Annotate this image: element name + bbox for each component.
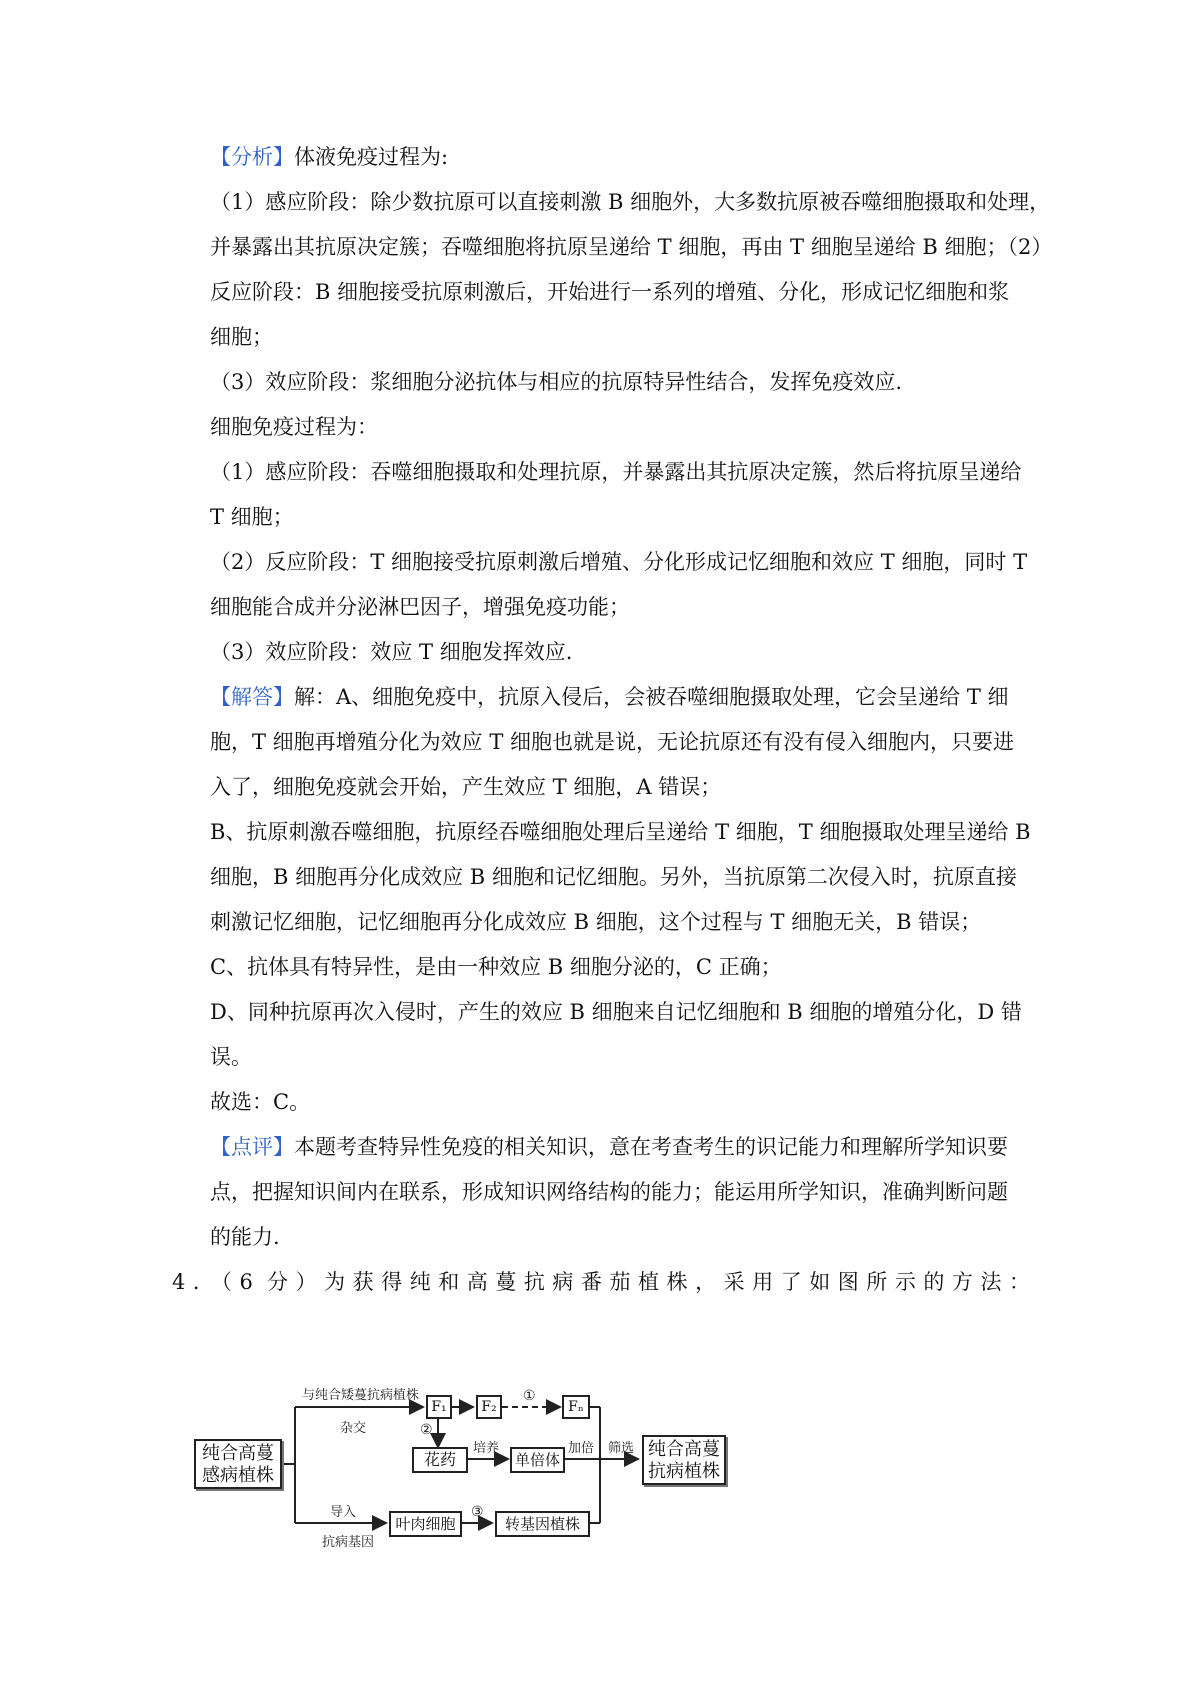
answer-line: 入了，细胞免疫就会开始，产生效应 T 细胞，A 错误； (210, 775, 722, 799)
analysis-line: （1）感应阶段：除少数抗原可以直接刺激 B 细胞外，大多数抗原被吞噬细胞摄取和处理， (210, 190, 1051, 214)
cross-label-2: 杂交 (340, 1421, 367, 1436)
anther-box: 花药 (412, 1447, 468, 1473)
analysis-line: （1）感应阶段：吞噬细胞摄取和处理抗原，并暴露出其抗原决定簇，然后将抗原呈递给 (210, 460, 1022, 484)
answer-tag: 【解答】 (210, 685, 294, 709)
comment-line: 点，把握知识间内在联系，形成知识网络结构的能力；能运用所学知识，准确判断问题 (210, 1180, 1008, 1204)
answer-line: D、同种抗原再次入侵时，产生的效应 B 细胞来自记忆细胞和 B 细胞的增殖分化，D 错 (210, 1000, 1022, 1024)
answer-line: 细胞，B 细胞再分化成效应 B 细胞和记忆细胞。另外，当抗原第二次侵入时，抗原直接 (210, 865, 1017, 889)
question-4-text: 4．（6 分）为获得纯和高蔓抗病番茄植株，采用了如图所示的方法： (172, 1270, 1030, 1294)
analysis-line: 细胞； (210, 325, 273, 349)
step-2-marker: ② (420, 1422, 433, 1438)
analysis-line: （3）效应阶段：浆细胞分泌抗体与相应的抗原特异性结合，发挥免疫效应. (210, 370, 903, 394)
gene-label: 抗病基因 (322, 1535, 375, 1550)
culture-label: 培养 (473, 1441, 500, 1456)
start-box (194, 1439, 282, 1489)
breeding-methods-diagram (190, 1385, 810, 1555)
haploid-box: 单倍体 (510, 1447, 565, 1473)
analysis-line: （3）效应阶段：效应 T 细胞发挥效应. (210, 640, 573, 664)
answer-first: 解：A、细胞免疫中，抗原入侵后，会被吞噬细胞摄取处理，它会呈递给 T 细 (294, 685, 1009, 709)
end-box-line-2: 抗病植株 (648, 1461, 720, 1482)
answer-line: 刺激记忆细胞，记忆细胞再分化成效应 B 细胞，这个过程与 T 细胞无关，B 错误； (210, 910, 982, 934)
analysis-tag: 【分析】 (210, 145, 294, 169)
step-1-marker: ① (523, 1388, 536, 1404)
answer-line: C、抗体具有特异性，是由一种效应 B 细胞分泌的，C 正确； (210, 955, 782, 979)
answer-line: 误。 (210, 1045, 252, 1069)
analysis-line: 细胞免疫过程为： (210, 415, 378, 439)
analysis-line: T 细胞； (210, 505, 294, 529)
start-box-line-1: 纯合高蔓 (202, 1443, 274, 1464)
doubling-label: 加倍 (568, 1441, 595, 1456)
end-box-line-1: 纯合高蔓 (648, 1439, 720, 1460)
answer-line: B、抗原刺激吞噬细胞，抗原经吞噬细胞处理后呈递给 T 细胞，T 细胞摄取处理呈递给 B (210, 820, 1031, 844)
screening-label: 筛选 (608, 1441, 635, 1456)
import-label: 导入 (330, 1505, 357, 1520)
analysis-line: 并暴露出其抗原决定簇；吞噬细胞将抗原呈递给 T 细胞，再由 T 细胞呈递给 B 细胞；（2） (210, 235, 1053, 259)
analysis-intro: 体液免疫过程为: (294, 145, 449, 169)
fn-box: Fₙ (562, 1395, 590, 1419)
analysis-line: 反应阶段：B 细胞接受抗原刺激后，开始进行一系列的增殖、分化，形成记忆细胞和浆 (210, 280, 1010, 304)
mesophyll-box: 叶肉细胞 (389, 1511, 462, 1537)
analysis-intro-line (210, 142, 1030, 172)
start-box-line-2: 感病植株 (202, 1465, 274, 1486)
comment-first: 本题考查特异性免疫的相关知识，意在考查考生的识记能力和理解所学知识要 (294, 1135, 1008, 1159)
end-box (642, 1435, 726, 1485)
answer-line: 胞，T 细胞再增殖分化为效应 T 细胞也就是说，无论抗原还有没有侵入细胞内，只要进 (210, 730, 1015, 754)
analysis-line: （2）反应阶段：T 细胞接受抗原刺激后增殖、分化形成记忆细胞和效应 T 细胞，同时 T (210, 550, 1028, 574)
comment-first-line (210, 1132, 1030, 1162)
analysis-line: 细胞能合成并分泌淋巴因子，增强免疫功能； (210, 595, 630, 619)
f2-box: F₂ (476, 1395, 502, 1419)
answer-choice-line: 故选：C。 (210, 1090, 311, 1114)
f1-box: F₁ (426, 1395, 452, 1419)
transgenic-box: 转基因植株 (495, 1511, 590, 1537)
cross-label: 与纯合矮蔓抗病植株 (302, 1388, 420, 1403)
comment-line: 的能力. (210, 1225, 280, 1249)
comment-tag: 【点评】 (210, 1135, 294, 1159)
answer-first-line (210, 682, 1030, 712)
step-3-marker: ③ (471, 1504, 484, 1520)
